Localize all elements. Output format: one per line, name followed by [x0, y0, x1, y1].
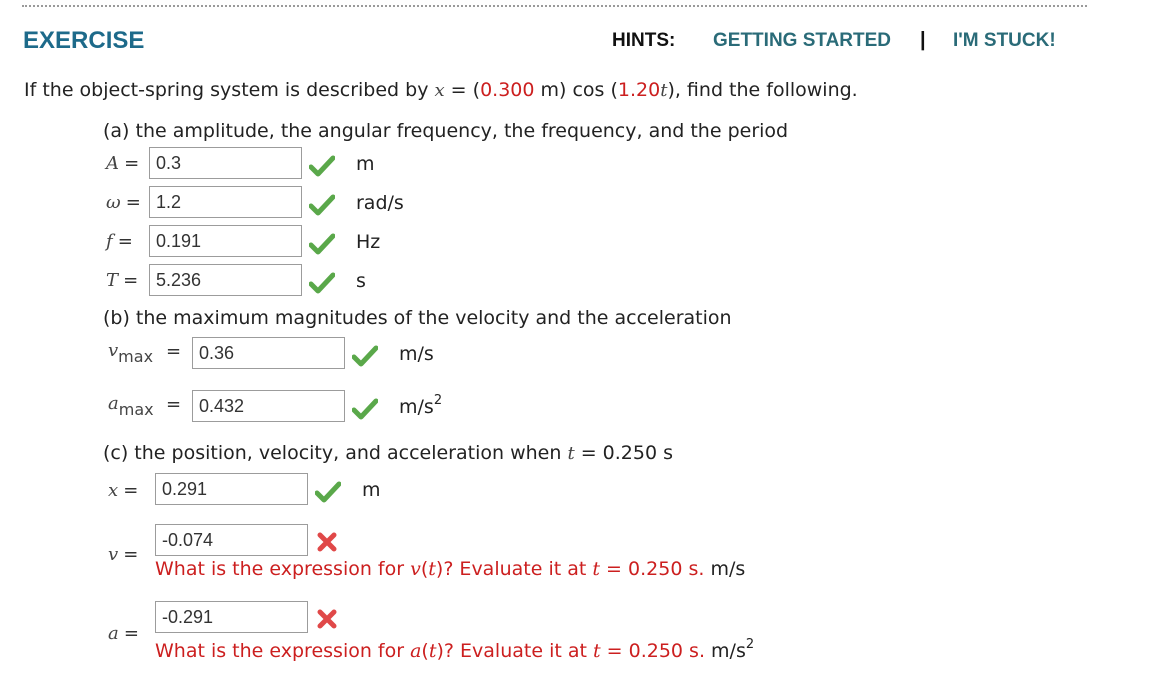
- part-c-prompt: (c) the position, velocity, and acceleration when t = 0.250 s: [103, 442, 674, 464]
- position-input[interactable]: [155, 473, 308, 505]
- answer-label-acceleration: a =: [108, 623, 139, 644]
- velocity-hint-message: What is the expression for v(t)? Evaluate it at t = 0.250 s. m/s: [155, 558, 746, 580]
- check-icon: [309, 272, 335, 294]
- part-b-prompt: (b) the maximum magnitudes of the velocity and the acceleration: [103, 307, 732, 329]
- hint-separator: |: [920, 29, 926, 51]
- hint-im-stuck-link[interactable]: I'M STUCK!: [953, 30, 1056, 51]
- cross-icon: [316, 608, 338, 630]
- check-icon: [309, 155, 335, 177]
- position-unit: m: [362, 479, 381, 501]
- period-unit: s: [356, 270, 366, 292]
- amplitude-input[interactable]: [149, 147, 302, 179]
- velocity-input[interactable]: [155, 524, 308, 556]
- frequency-input[interactable]: [149, 225, 302, 257]
- answer-label-velocity: v =: [108, 544, 139, 565]
- amplitude-value: 0.300: [480, 79, 535, 101]
- frequency-unit: Hz: [356, 231, 381, 253]
- hints-label: HINTS:: [612, 30, 676, 51]
- amax-input[interactable]: [192, 390, 345, 422]
- omega-value: 1.20: [617, 79, 661, 101]
- acceleration-hint-message: What is the expression for a(t)? Evaluate it at t = 0.250 s. $m/s^2$: [155, 637, 755, 662]
- vmax-equals: =: [166, 341, 182, 362]
- check-icon: [315, 481, 341, 503]
- answer-label-period: T =: [106, 270, 139, 291]
- part-a-prompt: (a) the amplitude, the angular frequency, the frequency, and the period: [103, 120, 789, 142]
- vmax-input[interactable]: [192, 337, 345, 369]
- answer-label-vmax: vmax: [108, 340, 154, 366]
- hint-getting-started-link[interactable]: GETTING STARTED: [713, 30, 892, 51]
- velocity-unit: m/s: [710, 558, 746, 580]
- period-input[interactable]: [149, 264, 302, 296]
- cross-icon: [316, 531, 338, 553]
- answer-label-frequency: f =: [106, 231, 133, 252]
- amax-unit: $m/s^2$: [399, 393, 443, 418]
- acceleration-input[interactable]: [155, 601, 308, 633]
- check-icon: [352, 345, 378, 367]
- amplitude-unit: m: [356, 153, 375, 175]
- amax-equals: =: [166, 394, 182, 415]
- acceleration-unit: $m/s^2$: [711, 637, 755, 662]
- vmax-unit: m/s: [399, 343, 434, 365]
- check-icon: [309, 233, 335, 255]
- exercise-title: EXERCISE: [23, 27, 145, 54]
- omega-unit: rad/s: [356, 192, 404, 214]
- check-icon: [309, 194, 335, 216]
- answer-label-position: x =: [108, 480, 139, 501]
- top-dotted-divider: [22, 5, 1087, 7]
- answer-label-omega: ω =: [106, 192, 141, 213]
- check-icon: [352, 398, 378, 420]
- omega-input[interactable]: [149, 186, 302, 218]
- answer-label-amax: amax: [108, 393, 154, 419]
- problem-statement: If the object-spring system is described by x = (0.300 m) cos (1.20t), find the following.: [24, 79, 858, 101]
- answer-label-amplitude: A =: [106, 153, 140, 174]
